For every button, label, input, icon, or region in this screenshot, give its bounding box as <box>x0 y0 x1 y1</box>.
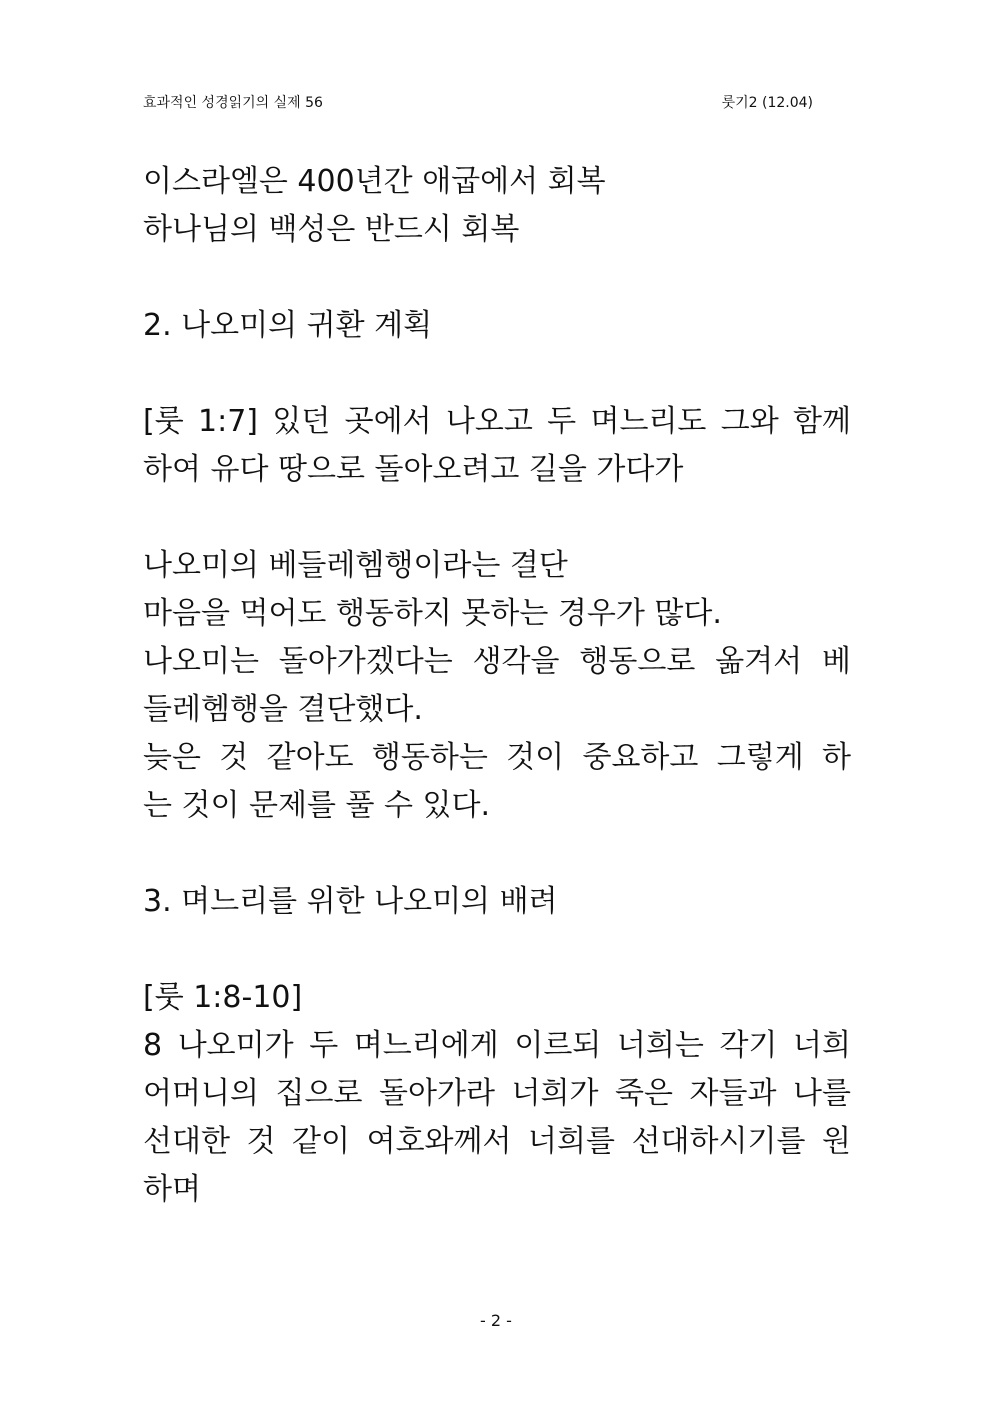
verse-line: 하며 <box>143 1172 201 1207</box>
header-date: 룻기2 (12.04) <box>721 95 813 111</box>
verse-line: 8 나오미가 두 며느리에게 이르되 너희는 각기 너희 <box>143 1028 851 1063</box>
body-line: 나오미의 베들레헴행이라는 결단 <box>143 548 568 583</box>
document-body <box>143 158 851 1214</box>
section-heading-3: 3. 며느리를 위한 나오미의 배려 <box>143 884 558 919</box>
verse-line: 어머니의 집으로 돌아가라 너희가 죽은 자들과 나를 <box>143 1076 851 1111</box>
body-line: 이스라엘은 400년간 애굽에서 회복 <box>143 164 606 199</box>
paragraph-gap <box>143 830 851 878</box>
paragraph-gap <box>143 254 851 302</box>
page-number: - 2 - <box>480 1311 512 1330</box>
paragraph-gap <box>143 350 851 398</box>
page-header <box>143 92 813 112</box>
body-line: 는 것이 문제를 풀 수 있다. <box>143 788 491 823</box>
verse-line: 하여 유다 땅으로 돌아오려고 길을 가다가 <box>143 452 684 487</box>
header-title: 효과적인 성경읽기의 실제 56 <box>143 95 323 111</box>
body-line: 늦은 것 같아도 행동하는 것이 중요하고 그렇게 하 <box>143 740 851 775</box>
paragraph-gap <box>143 926 851 974</box>
body-line: 들레헴행을 결단했다. <box>143 692 423 727</box>
body-line: 나오미는 돌아가겠다는 생각을 행동으로 옮겨서 베 <box>143 644 851 679</box>
verse-line: 선대한 것 같이 여호와께서 너희를 선대하시기를 원 <box>143 1124 851 1159</box>
section-heading-2: 2. 나오미의 귀환 계획 <box>143 308 433 343</box>
verse-line: [룻 1:7] 있던 곳에서 나오고 두 며느리도 그와 함께 <box>143 404 851 439</box>
body-line: 마음을 먹어도 행동하지 못하는 경우가 많다. <box>143 596 722 631</box>
paragraph-gap <box>143 494 851 542</box>
verse-reference: [룻 1:8-10] <box>143 980 303 1015</box>
body-line: 하나님의 백성은 반드시 회복 <box>143 212 520 247</box>
